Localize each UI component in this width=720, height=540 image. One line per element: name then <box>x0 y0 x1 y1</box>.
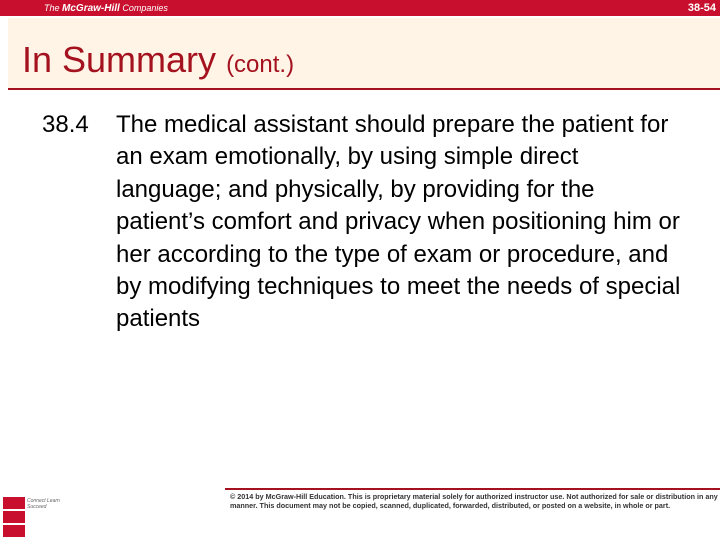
logo-stripe <box>3 523 25 525</box>
summary-item <box>42 109 682 336</box>
copyright-notice: © 2014 by McGraw-Hill Education. This is proprietary material solely for authorized instructor use. Not authorized for sale or distribution in any manner. This document may not be copied, scanned, duplicated, forwarded, distributed, or posted on a website, in whole or part. <box>230 492 718 510</box>
mcgraw-hill-logo-icon <box>3 497 25 537</box>
item-number: 38.4 <box>42 111 89 138</box>
footer-divider <box>225 488 720 490</box>
page-title <box>22 38 294 87</box>
item-text: The medical assistant should prepare the patient for an exam emotionally, by using simple direct language; and physically, by providing for the patient’s comfort and privacy when positioning him or her according to the type of exam or procedure, and by modifying techniques to meet the needs of special patients <box>116 111 681 333</box>
publisher-name <box>44 1 168 15</box>
publisher-prefix: The <box>44 3 60 13</box>
title-divider <box>8 88 720 90</box>
title-main: In Summary <box>22 39 217 80</box>
tagline: Connect Learn Succeed <box>27 498 60 510</box>
slide-number: 38-54 <box>687 2 716 14</box>
publisher-suffix: Companies <box>122 3 168 13</box>
publisher-brand: McGraw-Hill <box>62 3 120 14</box>
logo-stripe <box>3 509 25 511</box>
title-sub: (cont.) <box>226 51 295 78</box>
